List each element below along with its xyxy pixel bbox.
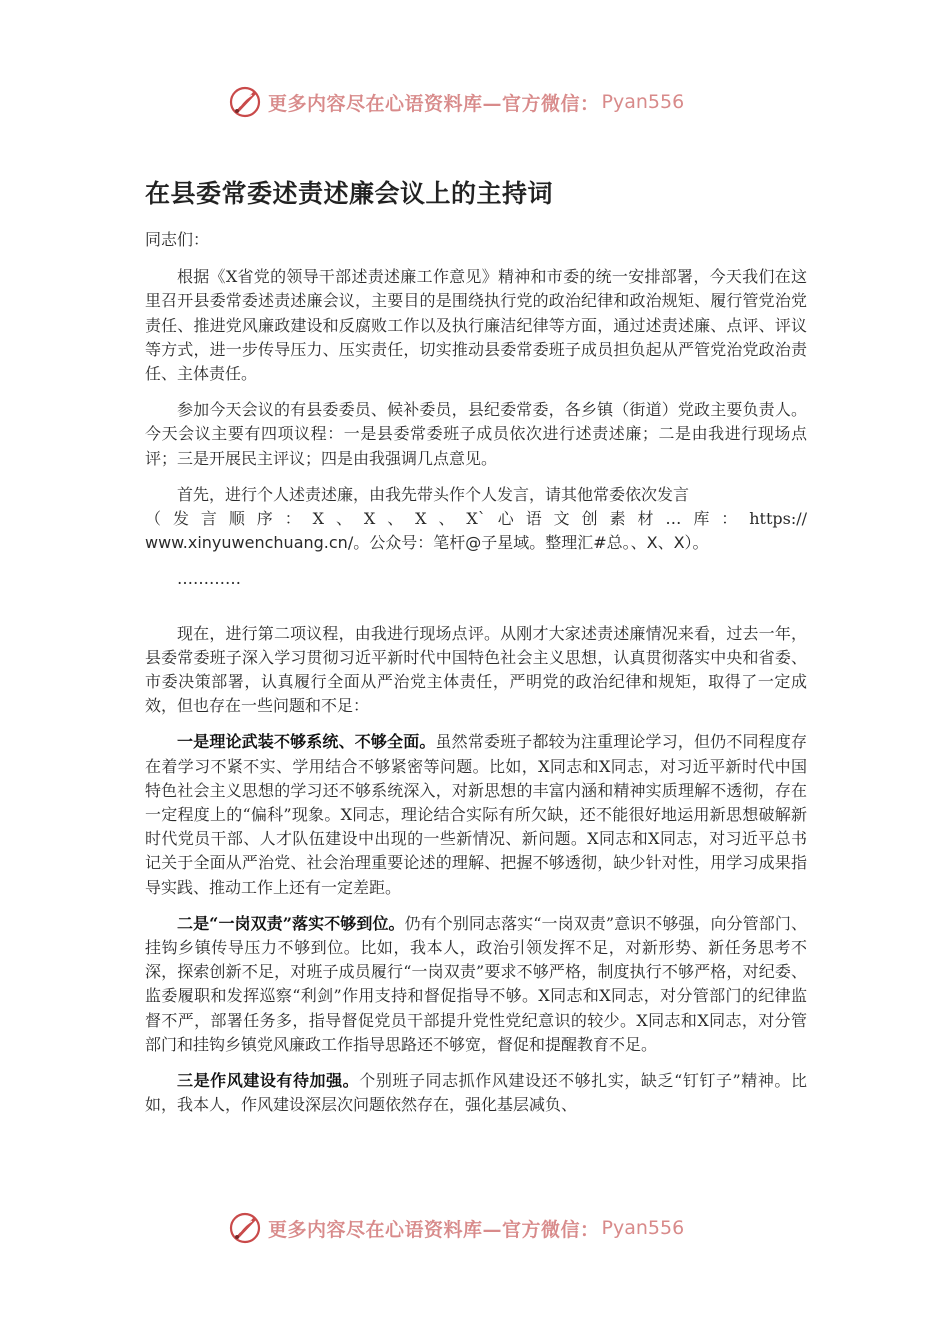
paragraph-issue-3 bbox=[145, 1069, 807, 1117]
document-title: 在县委常委述责述廉会议上的主持词 bbox=[145, 179, 554, 208]
issue-2-heading: 二是“一岗双责”落实不够到位。 bbox=[177, 913, 405, 933]
issue-3-heading: 三是作风建设有待加强。 bbox=[177, 1071, 360, 1091]
ellipsis-separator: ………… bbox=[177, 569, 241, 589]
first-item-line-3: www.xinyuwenchuang.cn/。公众号：笔杆@子星域。整理汇#总。、X、X）。 bbox=[145, 533, 709, 553]
footer-watermark bbox=[0, 1206, 950, 1250]
salutation: 同志们： bbox=[145, 230, 210, 249]
paragraph-first-item bbox=[145, 483, 807, 507]
quill-logo-icon bbox=[228, 85, 262, 119]
issue-1-heading: 一是理论武装不够系统、不够全面。 bbox=[177, 732, 436, 752]
quill-logo-icon bbox=[228, 1211, 262, 1245]
issue-3-text: 个别班子同志抓作风建设还不够扎实，缺乏“钉钉子”精神。比如，我本人，作风建设深层次问题依然存在，强化基层减负、 bbox=[145, 1071, 807, 1115]
watermark-wechat-id: Pyan556 bbox=[601, 91, 685, 113]
issue-2-text: 仍有个别同志落实“一岗双责”意识不够强，向分管部门、挂钩乡镇传导压力不够到位。比如，我本人，政治引领发挥不足，对新形势、新任务思考不深，探索创新不足，对班子成员履行“一岗双责”要求不够严格，制度执行不够严格，对纪委、监委履职和发挥巡察“利剑”作用支持和督促指导不够。X同志和X同志，对分管部门的纪律监督不严，部署任务多，指导督促党员干部提升党性党纪意识的较少。X同志和X同志，对分管部门和挂钩乡镇党风廉政工作指导思路还不够宽，督促和提醒教育不足。 bbox=[145, 913, 807, 1054]
watermark-text: 更多内容尽在心语资料库—官方微信： bbox=[268, 1218, 600, 1241]
paragraph-purpose: 根据《X省党的领导干部述责述廉工作意见》精神和市委的统一安排部署，今天我们在这里召开县委常委述责述廉会议，主要目的是围绕执行党的政治纪律和政治规矩、履行管党治党责任、推进党风廉政建设和反腐败工作以及执行廉洁纪律等方面，通过述责述廉、点评、评议等方式，进一步传导压力、压实责任，切实推动县委常委班子成员担负起从严管党治党政治责任、主体责任。 bbox=[145, 267, 807, 384]
header-watermark bbox=[0, 80, 950, 124]
first-item-line-1: 首先，进行个人述责述廉，由我先带头作个人发言，请其他常委依次发言 bbox=[177, 484, 690, 504]
issue-1-text: 虽然常委班子都较为注重理论学习，但仍不同程度存在着学习不紧不实、学用结合不够紧密等问题。比如，X同志和X同志，对习近平新时代中国特色社会主义思想的学习还不够系统深入，对新思想的丰富内涵和精神实质理解不透彻，存在一定程度上的“偏科”现象。X同志，理论结合实际有所欠缺，还不能很好地运用新思想破解新时代党员干部、人才队伍建设中出现的一些新情况、新问题。X同志和X同志，对习近平总书记关于全面从严治党、社会治理重要论述的理解、把握不够透彻，缺少针对性，用学习成果指导实践、推动工作上还有一定差距。 bbox=[145, 732, 807, 897]
paragraph-agenda: 参加今天会议的有县委委员、候补委员，县纪委常委，各乡镇（街道）党政主要负责人。今天会议主要有四项议程：一是县委常委班子成员依次进行述责述廉；二是由我进行现场点评；三是开展民主评议；四是由我强调几点意见。 bbox=[145, 400, 807, 468]
watermark-text: 更多内容尽在心语资料库—官方微信： bbox=[268, 92, 600, 115]
document-body bbox=[145, 228, 807, 1118]
paragraph-comment-intro: 现在，进行第二项议程，由我进行现场点评。从刚才大家述责述廉情况来看，过去一年，县委常委班子深入学习贯彻习近平新时代中国特色社会主义思想，认真贯彻落实中央和省委、市委决策部署，认真履行全面从严治党主体责任，严明党的政治纪律和规矩，取得了一定成效，但也存在一些问题和不足： bbox=[145, 623, 807, 716]
first-item-line-2: （发言顺序：X、X、X、X`心语文创素材…库：https:// bbox=[145, 509, 807, 529]
paragraph-issue-1 bbox=[145, 730, 807, 899]
paragraph-issue-2 bbox=[145, 912, 807, 1057]
speaking-order-line bbox=[145, 507, 807, 531]
website-line bbox=[145, 531, 807, 555]
watermark-wechat-id: Pyan556 bbox=[601, 1217, 685, 1239]
